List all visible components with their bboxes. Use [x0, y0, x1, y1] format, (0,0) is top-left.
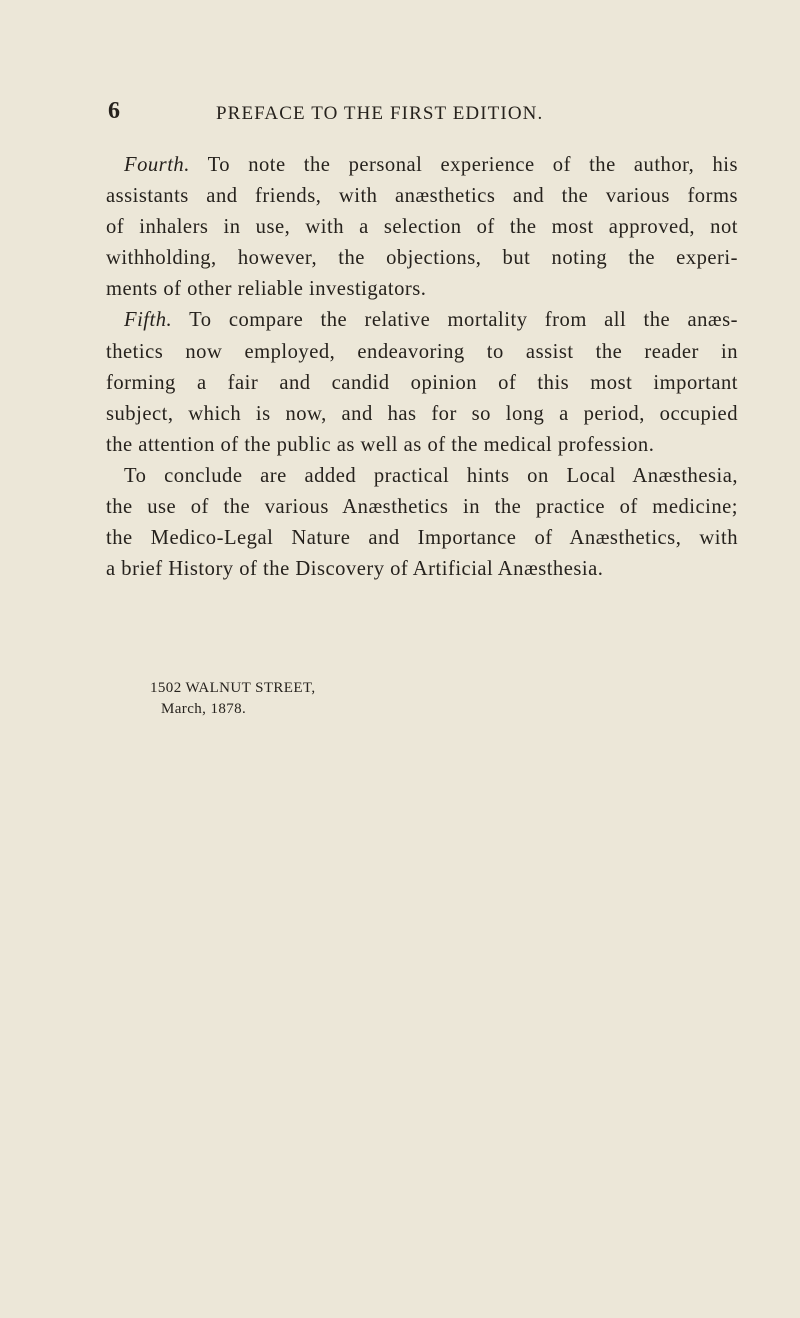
signature-address: 1502 WALNUT STREET, [150, 680, 316, 696]
running-head-title: PREFACE TO THE FIRST EDITION. [216, 103, 544, 124]
text-line: assistants and friends, with anæsthetics and the various forms [106, 185, 738, 208]
running-head [108, 100, 728, 130]
text-line: of inhalers in use, with a selection of the most approved, not [106, 216, 738, 239]
text-line: the use of the various Anæsthetics in the practice of medicine; [106, 496, 738, 519]
paragraph-conclusion [106, 461, 738, 585]
text-line: a brief History of the Discovery of Artificial Anæsthesia. [106, 558, 604, 581]
line-text: To note the personal experience of the author, his [189, 154, 738, 176]
paragraph-fifth [106, 305, 738, 460]
line-text: To compare the relative mortality from all the anæs- [172, 309, 738, 332]
paragraph-lead: Fifth. [124, 309, 173, 332]
page-number: 6 [108, 98, 120, 124]
text-line: ments of other reliable investigators. [106, 278, 427, 301]
text-line: thetics now employed, endeavoring to assist the reader in [106, 340, 738, 363]
signature-block [150, 678, 316, 720]
text-line: forming a fair and candid opinion of this most important [106, 371, 738, 394]
text-line [106, 305, 738, 336]
text-line: withholding, however, the objections, but noting the experi- [106, 247, 738, 270]
text-line: To conclude are added practical hints on Local Anæsthesia, [124, 464, 738, 487]
body-text [106, 150, 738, 585]
text-line: the Medico-Legal Nature and Importance of Anæsthetics, with [106, 527, 738, 550]
text-line [106, 150, 738, 181]
paragraph-lead: Fourth. [124, 154, 190, 176]
paragraph-fourth [106, 150, 738, 305]
text-line: the attention of the public as well as of the medical profession. [106, 433, 655, 456]
signature-date: March, 1878. [161, 701, 247, 717]
text-line: subject, which is now, and has for so long a period, occupied [106, 402, 738, 425]
